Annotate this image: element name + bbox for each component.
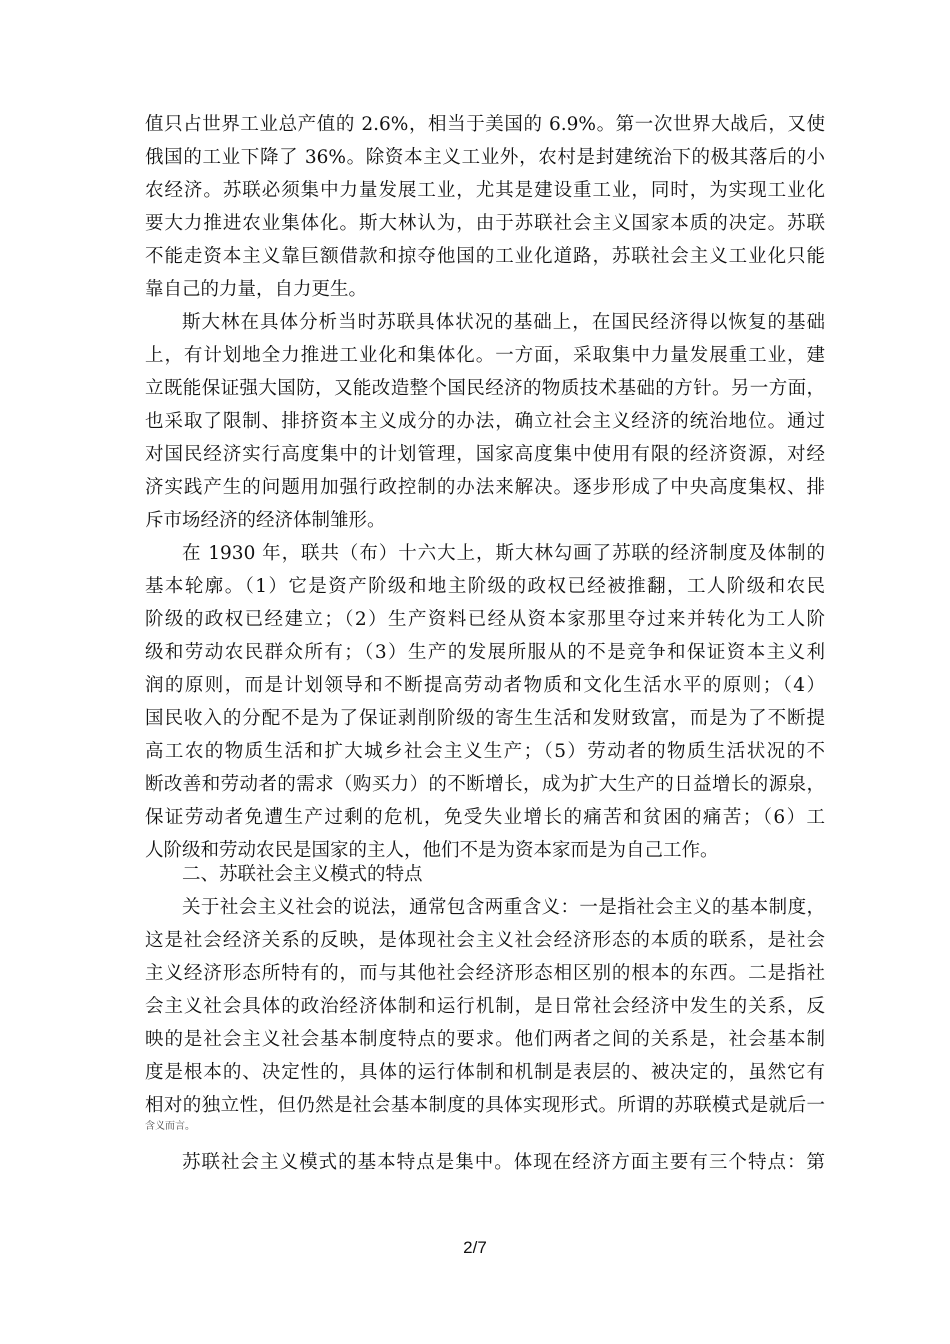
paragraph-line: 主义经济形态所特有的，而与其他社会经济形态相区别的根本的东西。二是指社 xyxy=(145,963,825,984)
paragraph-line: 立既能保证强大国防，又能改造整个国民经济的物质技术基础的方针。另一方面， xyxy=(145,378,825,399)
paragraph-line: 级和劳动农民群众所有；（3）生产的发展所服从的不是竞争和保证资本主义利 xyxy=(145,642,825,663)
paragraph-line: 值只占世界工业总产值的 2.6%，相当于美国的 6.9%。第一次世界大战后，又使 xyxy=(145,114,825,135)
paragraph-line: 基本轮廓。（1）它是资产阶级和地主阶级的政权已经被推翻，工人阶级和农民 xyxy=(145,576,825,597)
paragraph-line: 度是根本的、决定性的，具体的运行体制和机制是表层的、被决定的，虽然它有 xyxy=(145,1062,825,1083)
paragraph-line: 润的原则，而是计划领导和不断提高劳动者物质和文化生活水平的原则；（4） xyxy=(145,675,825,696)
paragraph-line: 映的是社会主义社会基本制度特点的要求。他们两者之间的关系是，社会基本制 xyxy=(145,1029,825,1050)
paragraph-line: 对国民经济实行高度集中的计划管理，国家高度集中使用有限的经济资源，对经 xyxy=(145,444,825,465)
paragraph-line: 俄国的工业下降了 36%。除资本主义工业外，农村是封建统治下的极其落后的小 xyxy=(145,147,825,168)
paragraph-line: 不能走资本主义靠巨额借款和掠夺他国的工业化道路，苏联社会主义工业化只能 xyxy=(145,246,825,267)
paragraph-line: 苏联社会主义模式的基本特点是集中。体现在经济方面主要有三个特点：第 xyxy=(182,1152,825,1173)
paragraph-line: 斥市场经济的经济体制雏形。 xyxy=(145,510,386,531)
paragraph-line: 关于社会主义社会的说法，通常包含两重含义：一是指社会主义的基本制度， xyxy=(182,897,825,918)
paragraph-3 xyxy=(145,537,825,867)
paragraph-line: 保证劳动者免遭生产过剩的危机，免受失业增长的痛苦和贫困的痛苦；（6）工 xyxy=(145,807,825,828)
paragraph-line: 要大力推进农业集体化。斯大林认为，由于苏联社会主义国家本质的决定。苏联 xyxy=(145,213,825,234)
paragraph-line: 在 1930 年，联共（布）十六大上，斯大林勾画了苏联的经济制度及体制的 xyxy=(182,543,825,564)
paragraph-line: 高工农的物质生活和扩大城乡社会主义生产；（5）劳动者的物质生活状况的不 xyxy=(145,741,825,762)
page-number: 2/7 xyxy=(463,1238,487,1257)
paragraph-4 xyxy=(145,891,825,1122)
paragraph-line: 上，有计划地全力推进工业化和集体化。一方面，采取集中力量发展重工业，建 xyxy=(145,345,825,366)
paragraph-line: 农经济。苏联必须集中力量发展工业，尤其是建设重工业，同时，为实现工业化 xyxy=(145,180,825,201)
paragraph-line: 斯大林在具体分析当时苏联具体状况的基础上，在国民经济得以恢复的基础 xyxy=(182,312,825,333)
paragraph-line: 这是社会经济关系的反映，是体现社会主义社会经济形态的本质的联系，是社会 xyxy=(145,930,825,951)
paragraph-line: 国民收入的分配不是为了保证剥削阶级的寄生生活和发财致富，而是为了不断提 xyxy=(145,708,825,729)
small-note: 含义而言。 xyxy=(145,1121,195,1132)
paragraph-line: 相对的独立性，但仍然是社会基本制度的具体实现形式。所谓的苏联模式是就后一 xyxy=(145,1095,825,1116)
paragraph-line: 阶级的政权已经建立；（2）生产资料已经从资本家那里夺过来并转化为工人阶 xyxy=(145,609,825,630)
paragraph-line: 会主义社会具体的政治经济体制和运行机制，是日常社会经济中发生的关系，反 xyxy=(145,996,825,1017)
paragraph-line: 济实践产生的问题用加强行政控制的办法来解决。逐步形成了中央高度集权、排 xyxy=(145,477,825,498)
section-heading: 二、苏联社会主义模式的特点 xyxy=(182,864,423,885)
paragraph-5 xyxy=(145,1146,825,1179)
paragraph-2 xyxy=(145,306,825,537)
paragraph-1 xyxy=(145,108,825,306)
paragraph-line: 靠自己的力量，自力更生。 xyxy=(145,279,368,300)
paragraph-line: 人阶级和劳动农民是国家的主人，他们不是为资本家而是为自己工作。 xyxy=(145,840,719,861)
paragraph-line: 断改善和劳动者的需求（购买力）的不断增长，成为扩大生产的日益增长的源泉， xyxy=(145,774,825,795)
paragraph-line: 也采取了限制、排挤资本主义成分的办法，确立社会主义经济的统治地位。通过 xyxy=(145,411,825,432)
